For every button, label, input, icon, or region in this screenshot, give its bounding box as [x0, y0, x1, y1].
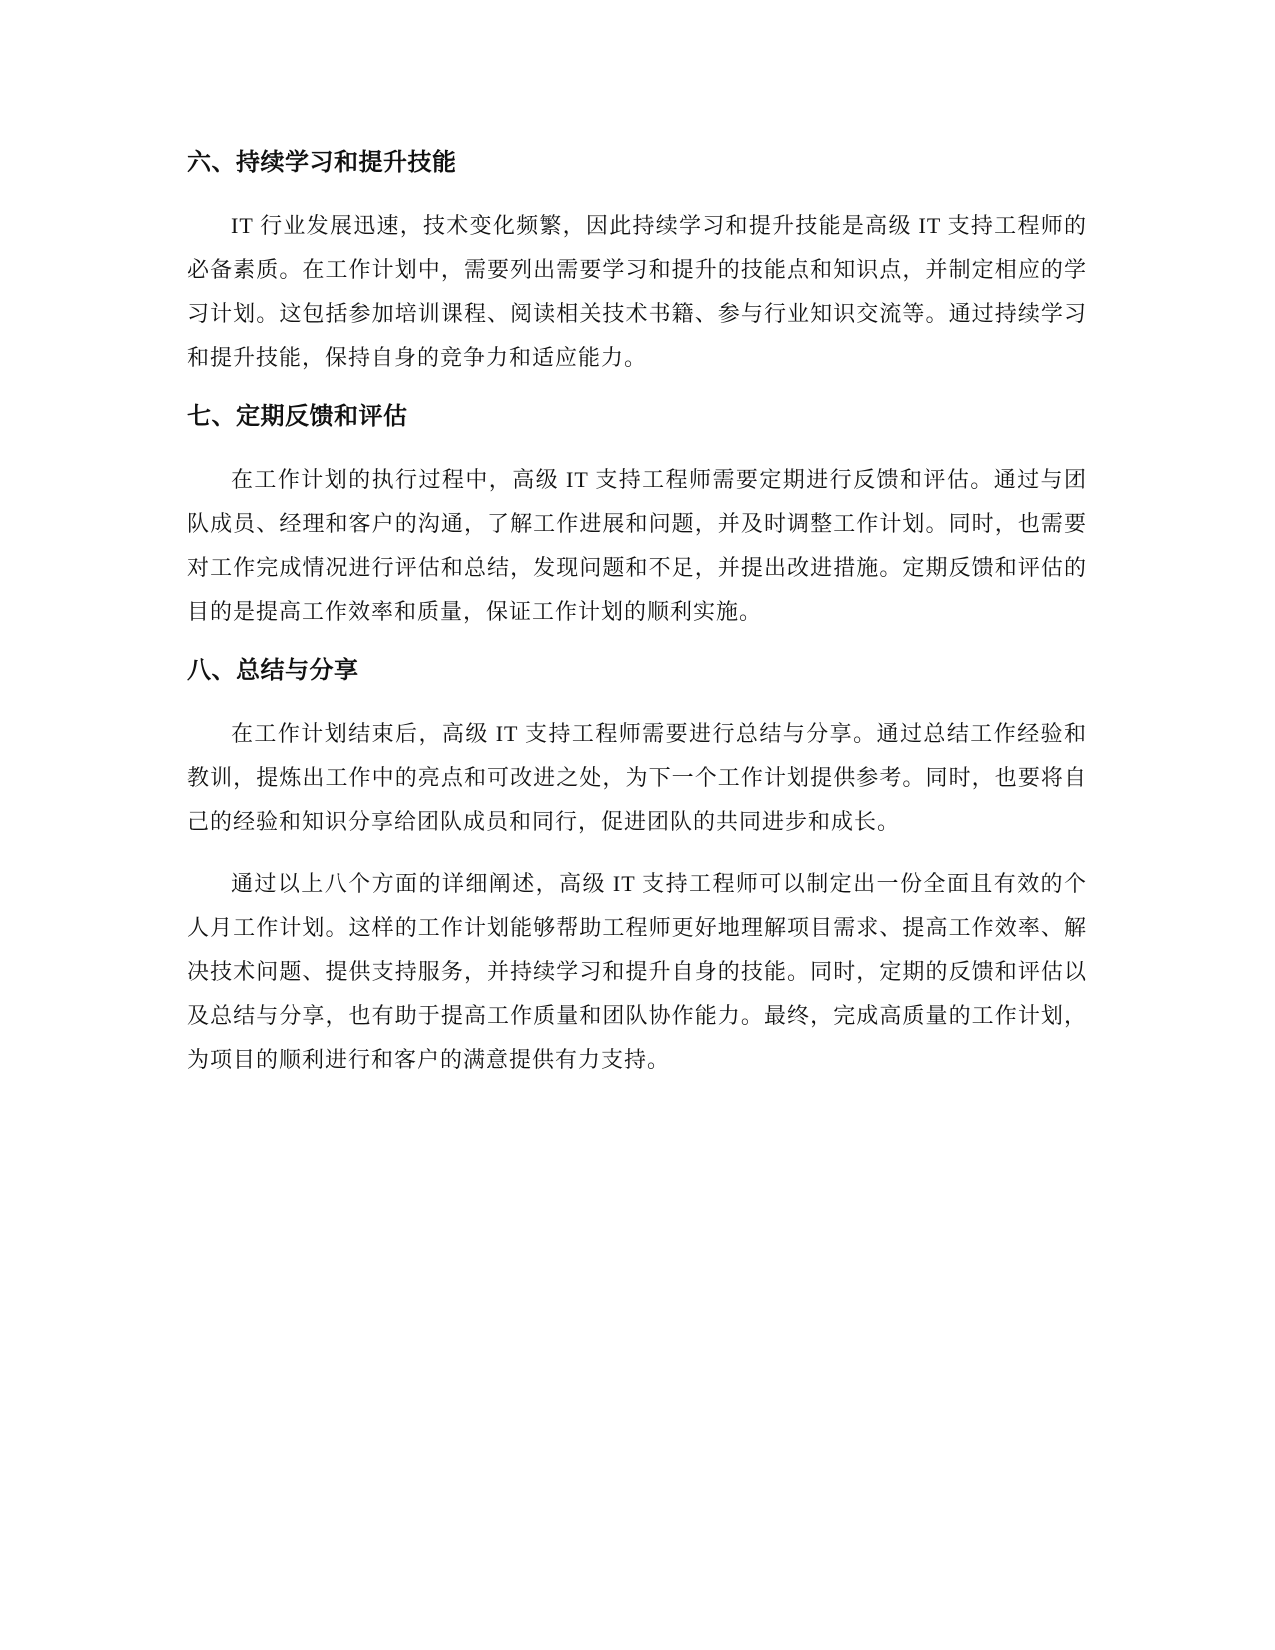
conclusion-paragraph: 通过以上八个方面的详细阐述，高级 IT 支持工程师可以制定出一份全面且有效的个人月工作计划。这样的工作计划能够帮助工程师更好地理解项目需求、提高工作效率、解决技术问题、提供支持服务，并持续学习和提升自身的技能。同时，定期的反馈和评估以及总结与分享，也有助于提高工作质量和团队协作能力。最终，完成高质量的工作计划，为项目的顺利进行和客户的满意提供有力支持。: [187, 871, 1087, 1072]
section-heading-7: 七、定期反馈和评估: [187, 402, 408, 430]
document-content: [187, 144, 1087, 1082]
section-heading-8: 八、总结与分享: [187, 656, 359, 684]
section-paragraph-7: 在工作计划的执行过程中，高级 IT 支持工程师需要定期进行反馈和评估。通过与团队成员、经理和客户的沟通，了解工作进展和问题，并及时调整工作计划。同时，也需要对工作完成情况进行评估和总结，发现问题和不足，并提出改进措施。定期反馈和评估的目的是提高工作效率和质量，保证工作计划的顺利实施。: [187, 467, 1087, 624]
section-paragraph-6: IT 行业发展迅速，技术变化频繁，因此持续学习和提升技能是高级 IT 支持工程师的必备素质。在工作计划中，需要列出需要学习和提升的技能点和知识点，并制定相应的学习计划。这包括参加培训课程、阅读相关技术书籍、参与行业知识交流等。通过持续学习和提升技能，保持自身的竞争力和适应能力。: [187, 213, 1087, 370]
section-heading-6: 六、持续学习和提升技能: [187, 148, 457, 176]
section-paragraph-8: 在工作计划结束后，高级 IT 支持工程师需要进行总结与分享。通过总结工作经验和教训，提炼出工作中的亮点和可改进之处，为下一个工作计划提供参考。同时，也要将自己的经验和知识分享给团队成员和同行，促进团队的共同进步和成长。: [187, 721, 1087, 834]
